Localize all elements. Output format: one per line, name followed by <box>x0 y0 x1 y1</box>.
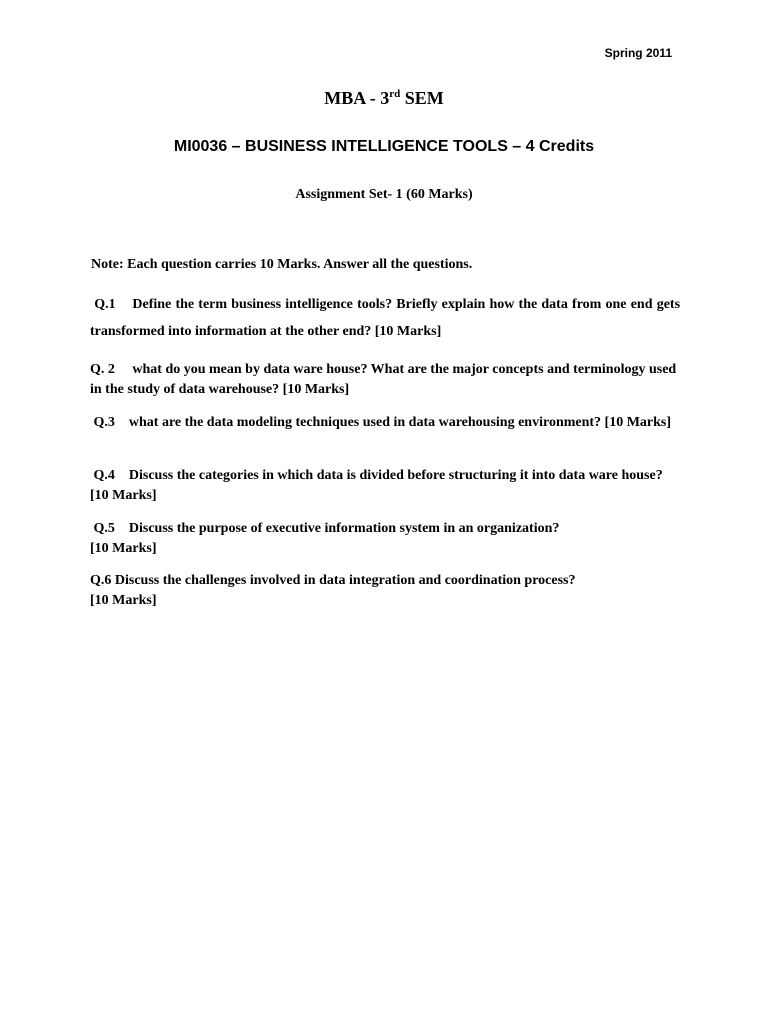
program-title-superscript: rd <box>389 88 401 100</box>
question-text: Discuss the purpose of executive information system in an organization? <box>128 521 560 536</box>
question-marks: [10 Marks] <box>90 541 157 556</box>
program-title-suffix: SEM <box>400 88 444 108</box>
program-title-prefix: MBA - 3 <box>324 88 390 108</box>
question-text: Define the term business intelligence tools? Briefly explain how the data from one end gets transformed into information at the other end? [10 Marks] <box>90 297 681 339</box>
program-title <box>0 88 768 109</box>
question-number: Q.3 <box>93 415 115 430</box>
question-5 <box>90 519 680 559</box>
question-6 <box>90 571 680 611</box>
question-4 <box>90 466 680 506</box>
question-text: what do you mean by data ware house? What are the major concepts and terminology used in the study of data warehouse? [10 Marks] <box>90 362 677 397</box>
question-2 <box>90 360 680 400</box>
semester-date: Spring 2011 <box>604 46 672 60</box>
instructions-note: Note: Each question carries 10 Marks. Answer all the questions. <box>91 257 473 272</box>
question-marks: [10 Marks] <box>90 593 157 608</box>
question-number: Q.5 <box>93 521 115 536</box>
question-number: Q. 2 <box>90 362 115 377</box>
question-number: Q.1 <box>94 297 116 312</box>
question-text: Discuss the challenges involved in data integration and coordination process? <box>114 573 576 588</box>
question-number: Q.6 <box>90 573 112 588</box>
question-3 <box>90 413 680 433</box>
question-text: Discuss the categories in which data is divided before structuring it into data ware house? [10 Marks] <box>90 468 663 503</box>
assignment-title: Assignment Set- 1 (60 Marks) <box>295 187 473 202</box>
course-title: MI0036 – BUSINESS INTELLIGENCE TOOLS – 4 Credits <box>173 138 595 155</box>
question-number: Q.4 <box>93 468 115 483</box>
question-text: what are the data modeling techniques used in data warehousing environment? [10 Marks] <box>128 415 672 430</box>
question-1 <box>90 291 680 345</box>
